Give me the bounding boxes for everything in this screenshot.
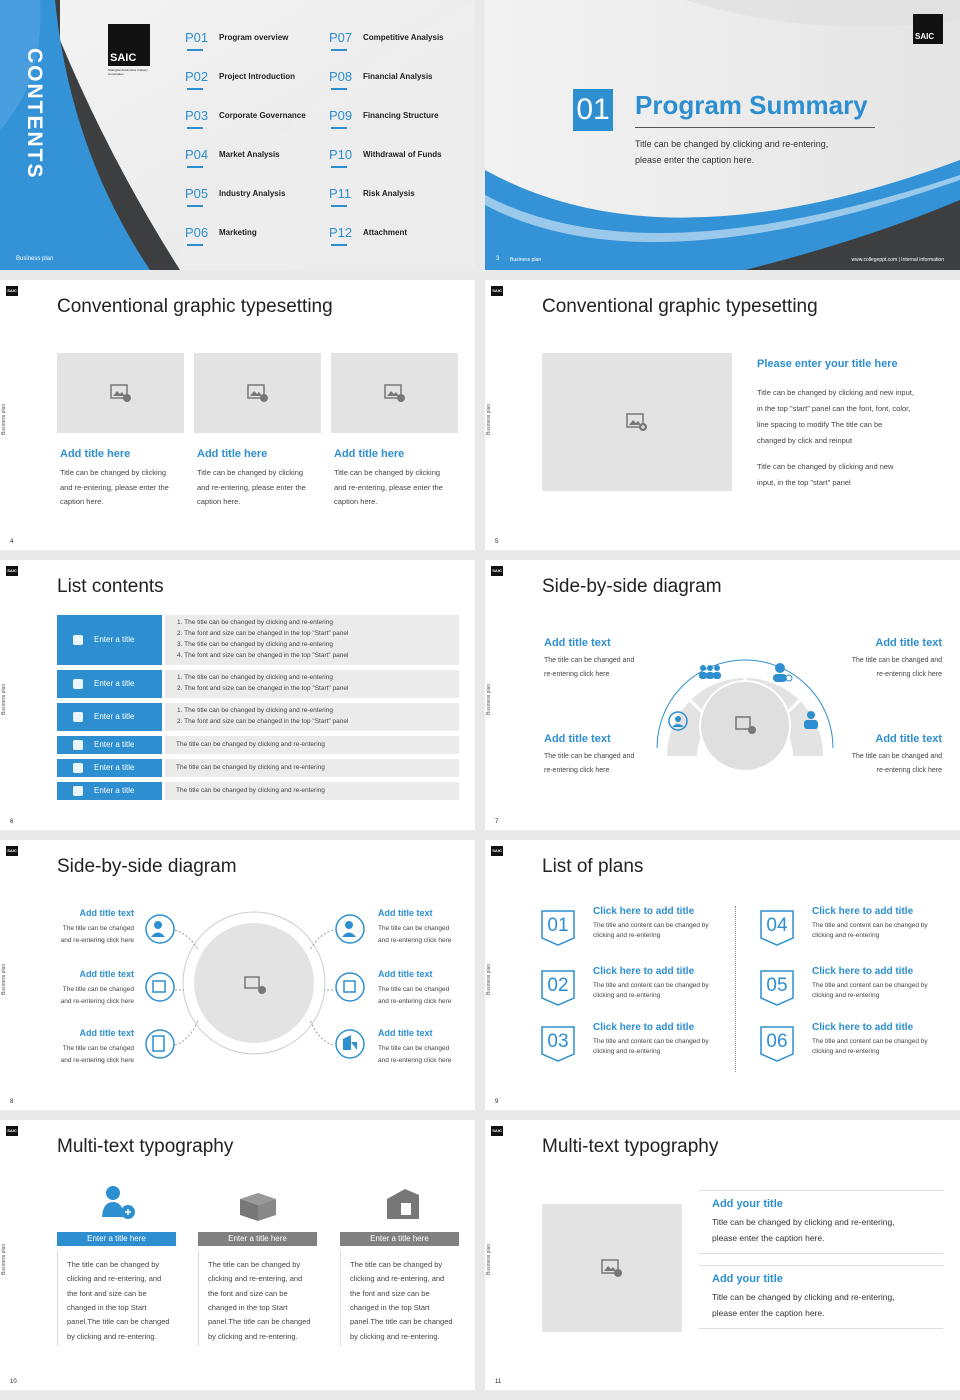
toc-item[interactable] [185,225,325,255]
card-text: Title can be changed by clicking [197,468,304,477]
list-content-box [165,703,459,731]
plan-text: The title and content can be changed by [812,922,928,929]
slide-side-by-side-arc[interactable] [485,560,960,830]
block-title: Add title text [875,637,942,649]
plan-text: clicking and re-entering [812,992,880,999]
box-icon [146,973,174,1001]
image-placeholder[interactable] [542,1204,682,1332]
saic-logo-tiny: SAIC [491,566,503,576]
block-text: re-entering click here [876,767,942,774]
image-placeholder-icon [247,384,269,402]
block-title: Add title text [875,733,942,745]
toc-item[interactable] [185,69,325,99]
card-title: Add title here [60,448,131,460]
list-title-label: Enter a title [94,712,135,721]
saic-logo-text: SAIC [110,52,137,64]
side-label: Business plan [486,1243,492,1275]
image-placeholder-icon [626,413,648,431]
block-text: The title can be changed [378,925,450,932]
list-content-box [165,782,459,800]
support-user-icon [336,915,364,943]
column-text: panel.The title can be changed [67,1317,170,1327]
block-text: and re-entering click here [378,998,452,1005]
card-text: Title can be changed by clicking [60,468,167,477]
coin-hand-icon [73,786,83,796]
plan-number-badge [760,910,794,944]
block-title: Add title text [544,637,611,649]
saic-logo-tiny: SAIC [491,846,503,856]
plan-number-badge [760,1026,794,1060]
plan-number-badge [541,1026,575,1060]
column-text: by clicking and re-entering. [208,1331,298,1341]
list-content-line: 1. The title can be changed by clicking and re-entering [177,619,333,626]
plan-text: The title and content can be changed by [812,982,928,989]
list-content-line: 2. The font and size can be changed in the top "Start" panel [177,630,349,637]
toc-number: P02 [185,69,209,84]
slide-title: List contents [57,576,164,597]
list-content-box [165,759,459,777]
toc-label: Financial Analysis [363,72,433,81]
block-text: The title can be changed [62,986,134,993]
toc-number-underline [331,166,347,168]
block-text: The title can be changed [378,1045,450,1052]
list-content-line: 3. The title can be changed by clicking and re-entering [177,641,333,648]
list-title-label: Enter a title [94,679,135,688]
column-title-bar[interactable]: Enter a title here [340,1232,459,1246]
block-text: re-entering click here [544,671,610,678]
feature-body [757,385,957,491]
entry-text: Title can be changed by clicking and re-entering, [712,1292,895,1302]
user-card-icon [73,679,83,689]
saic-logo-text: SAIC [915,32,935,41]
block-text: and re-entering click here [378,937,452,944]
plan-text: The title and content can be changed by [593,982,709,989]
saic-logo-tiny: SAIC [6,846,18,856]
list-content-line: 4. The font and size can be changed in the top "Start" panel [177,652,349,659]
page-number: 11 [495,1379,502,1385]
plan-number: 04 [766,915,788,936]
qr-code-icon [336,973,364,1001]
side-label: Business plan [1,1243,7,1275]
slide-program-summary[interactable] [485,0,960,270]
block-title: Add title text [79,1028,134,1038]
card-text: and re-entering, please enter the [334,482,443,492]
toc-label: Financing Structure [363,111,439,120]
toc-number: P03 [185,108,209,123]
slide-multi-text-columns[interactable] [0,1120,475,1390]
slide-title: Conventional graphic typesetting [542,296,818,317]
page-number: 9 [495,1099,499,1105]
image-placeholder[interactable] [57,353,184,433]
entry-text: please enter the caption here. [712,1308,825,1318]
slide-title: Multi-text typography [542,1136,719,1157]
toc-label: Project Introduction [219,72,295,81]
image-placeholder[interactable] [542,353,732,491]
footer-left: Business plan [510,257,542,263]
block-text: and re-entering click here [60,937,134,944]
building-icon [387,1189,419,1219]
plan-text: The title and content can be changed by [593,1038,709,1045]
page-number: 3 [496,256,500,262]
footer-right: www.collegeppt.com | Internal information [851,257,944,263]
section-subtitle-line2: please enter the caption here. [635,155,755,165]
card-text: Title can be changed by clicking [334,468,441,477]
toc-label: Competitive Analysis [363,33,444,42]
list-title-label: Enter a title [94,635,135,644]
toc-label: Marketing [219,228,257,237]
toc-label: Market Analysis [219,150,280,159]
saic-logo-small [913,14,943,44]
plan-text: The title and content can be changed by [812,1038,928,1045]
column-text: panel.The title can be changed [350,1317,453,1327]
toc-item[interactable] [329,108,469,138]
toc-number-underline [187,127,203,129]
toc-item[interactable] [185,147,325,177]
image-placeholder[interactable] [331,353,458,433]
arc-diagram [645,628,845,778]
column-title-bar[interactable]: Enter a title here [198,1232,317,1246]
plan-title: Click here to add title [812,1022,914,1033]
slide-list-contents[interactable] [0,560,475,830]
page-number: 6 [10,819,14,825]
list-content-line: 1. The title can be changed by clicking and re-entering [177,674,333,681]
block-text: and re-entering click here [378,1057,452,1064]
entry-text: Title can be changed by clicking and re-entering, [712,1217,895,1227]
saic-logo-tiny: SAIC [491,1126,503,1136]
toc-label: Risk Analysis [363,189,415,198]
slide-title: Side-by-side diagram [57,856,237,877]
page-number: 4 [10,539,14,545]
block-text: and re-entering click here [60,998,134,1005]
saic-logo-tiny: SAIC [6,566,18,576]
slide-title: List of plans [542,856,644,877]
toc-number-underline [187,88,203,90]
feature-paragraph-line: input, in the top "start" panel [757,478,851,487]
toc-number: P12 [329,225,353,240]
column-text: The title can be changed by [67,1260,160,1269]
contents-vertical-title: CONTENTS [23,48,46,180]
plan-title: Click here to add title [593,1022,695,1033]
block-text: The title can be changed [378,986,450,993]
plan-text: clicking and re-entering [593,932,661,939]
plan-title: Click here to add title [593,966,695,977]
toc-item[interactable] [329,69,469,99]
list-content-line: 2. The font and size can be changed in the top "Start" panel [177,718,349,725]
plan-text: clicking and re-entering [812,932,880,939]
paragraph-gap [757,449,957,459]
group-icon [73,763,83,773]
title-underline [635,127,875,128]
plan-text: clicking and re-entering [812,1048,880,1055]
side-label: Business plan [486,963,492,995]
card-text: and re-entering, please enter the [197,482,306,492]
column-text: changed in the top Start [350,1302,430,1312]
list-title-box[interactable] [57,703,162,731]
side-label: Business plan [486,683,492,715]
team-icon [699,665,721,679]
column-text: clicking and re-entering, and [67,1274,162,1284]
card-text: caption here. [334,497,378,506]
image-placeholder-icon [110,384,132,402]
logo-caption: Shanghai Automotive Industry Corporation [108,68,148,76]
user-add-icon [102,1186,135,1219]
footer-label: Business plan [16,256,54,262]
column-text: clicking and re-entering, and [350,1274,445,1284]
column-text: The title can be changed by [350,1260,443,1269]
plan-title: Click here to add title [812,906,914,917]
toc-number-underline [331,49,347,51]
slide-graphic-typesetting-feature[interactable] [485,280,960,550]
plan-title: Click here to add title [593,906,695,917]
column-text: by clicking and re-entering. [67,1331,157,1341]
list-title-box[interactable] [57,670,162,698]
toc-number: P04 [185,147,209,162]
side-label: Business plan [1,403,7,435]
column-divider [198,1250,199,1346]
entry-text: please enter the caption here. [712,1233,825,1243]
card-text: caption here. [197,497,241,506]
section-subtitle-line1: Title can be changed by clicking and re-entering, [635,139,829,149]
column-icons [0,1180,475,1240]
list-title-box[interactable] [57,615,162,665]
list-title-box[interactable] [57,759,162,777]
entry-title: Add your title [712,1273,783,1285]
page-number: 10 [10,1379,17,1385]
toc-number: P09 [329,108,353,123]
block-text: re-entering click here [876,671,942,678]
plan-text: clicking and re-entering [593,1048,661,1055]
block-text: re-entering click here [544,767,610,774]
image-placeholder-icon [601,1259,623,1277]
toc-number: P11 [329,186,352,201]
slide-side-by-side-circle[interactable] [0,840,475,1110]
toc-item[interactable] [329,30,469,60]
toc-number-underline [187,244,203,246]
block-text: The title can be changed and [544,657,635,664]
image-placeholder-icon [384,384,406,402]
toc-number-underline [331,244,347,246]
toc-number: P10 [329,147,353,162]
list-content-line: 1. The title can be changed by clicking and re-entering [177,707,333,714]
list-content-line: The title can be changed by clicking and re-entering [176,740,325,748]
side-label: Business plan [1,963,7,995]
toc-number-underline [331,88,347,90]
plan-number: 03 [547,1031,569,1052]
block-text: The title can be changed [62,925,134,932]
block-title: Add title text [79,969,134,979]
column-text: changed in the top Start [208,1302,288,1312]
list-content-line: 2. The font and size can be changed in the top "Start" panel [177,685,349,692]
card-title: Add title here [334,448,405,460]
plan-number: 02 [547,975,569,996]
section-title: Program Summary [635,90,868,120]
summary-background [485,0,960,270]
list-title-label: Enter a title [94,763,135,772]
side-label: Business plan [1,683,7,715]
block-title: Add title text [378,969,433,979]
toc-item[interactable] [329,186,469,216]
bar-chart-icon [73,740,83,750]
block-title: Add title text [544,733,611,745]
entry-title: Add your title [712,1198,783,1210]
saic-logo-tiny: SAIC [6,286,18,296]
box-icon [240,1193,276,1221]
toc-item[interactable] [185,30,325,60]
feature-paragraph-line: in the top "start" panel can the font, font, color, [757,404,911,413]
column-divider [340,1250,341,1346]
page-number: 8 [10,1099,14,1105]
page-number: 5 [495,539,499,545]
block-text: The title can be changed [62,1045,134,1052]
shield-icon [73,712,83,722]
feature-paragraph-line: line spacing to modify The title can be [757,420,883,429]
block-text: The title can be changed and [851,657,942,664]
image-placeholder[interactable] [194,353,321,433]
toc-label: Withdrawal of Funds [363,150,442,159]
toc-number: P01 [185,30,209,45]
column-divider [57,1250,58,1346]
plan-number-badge [541,970,575,1004]
column-text: panel.The title can be changed [208,1317,311,1327]
toc-number: P07 [329,30,353,45]
saic-logo-tiny: SAIC [6,1126,18,1136]
section-number-badge: 01 [573,89,613,131]
plan-title: Click here to add title [812,966,914,977]
list-content-line: The title can be changed by clicking and re-entering [176,786,325,794]
building-icon [336,1030,364,1058]
feature-paragraph-line: Title can be changed by clicking and new input, [757,388,914,397]
card-text: and re-entering, please enter the [60,482,169,492]
column-text: by clicking and re-entering. [350,1331,440,1341]
toc-number-underline [187,205,203,207]
toc-label: Attachment [363,228,408,237]
toc-label: Program overview [219,33,289,42]
toc-number-underline [187,166,203,168]
slide-graphic-typesetting-columns[interactable] [0,280,475,550]
feature-heading: Please enter your title here [757,358,898,370]
column-text: changed in the top Start [67,1302,147,1312]
list-content-box [165,736,459,754]
slide-contents[interactable] [0,0,475,270]
toc-number: P08 [329,69,353,84]
block-text: and re-entering click here [60,1057,134,1064]
page-number: 7 [495,819,499,825]
column-text: clicking and re-entering, and [208,1274,303,1284]
id-card-icon [146,1030,174,1058]
column-text: the font and size can be [67,1288,147,1298]
slide-title: Side-by-side diagram [542,576,722,597]
toc-item[interactable] [329,225,469,255]
toc-item[interactable] [185,108,325,138]
slide-title: Multi-text typography [57,1136,234,1157]
block-title: Add title text [378,908,433,918]
toc-number-underline [331,205,347,207]
column-title-bar[interactable]: Enter a title here [57,1232,176,1246]
saic-logo [108,24,150,66]
card-title: Add title here [197,448,268,460]
saic-logo-tiny: SAIC [491,286,503,296]
presentation-icon [73,635,83,645]
list-title-box[interactable] [57,782,162,800]
list-title-label: Enter a title [94,740,135,749]
block-title: Add title text [378,1028,433,1038]
toc-label: Corporate Governance [219,111,306,120]
user-add-icon [146,915,174,943]
toc-number: P05 [185,186,209,201]
list-content-box [165,615,459,665]
feature-paragraph-line: Title can be changed by clicking and new [757,462,894,471]
list-content-line: The title can be changed by clicking and re-entering [176,763,325,771]
toc-number-underline [331,127,347,129]
plan-number: 05 [766,975,788,996]
slide-title: Conventional graphic typesetting [57,296,333,317]
list-title-box[interactable] [57,736,162,754]
support-agent-icon [773,663,792,682]
list-title-label: Enter a title [94,786,135,795]
toc-number-underline [187,49,203,51]
side-label: Business plan [486,403,492,435]
block-text: The title can be changed and [851,753,942,760]
slide-multi-text-image[interactable] [485,1120,960,1390]
plan-text: The title and content can be changed by [593,922,709,929]
plan-text: clicking and re-entering [593,992,661,999]
card-text: caption here. [60,497,104,506]
column-text: The title can be changed by [208,1260,301,1269]
plans-divider [735,906,737,1072]
column-text: the font and size can be [350,1288,430,1298]
feature-paragraph-line: changed by click and reinput [757,436,853,445]
block-text: The title can be changed and [544,753,635,760]
column-text: the font and size can be [208,1288,288,1298]
plan-number: 06 [766,1031,788,1052]
slide-list-of-plans[interactable] [485,840,960,1110]
toc-item[interactable] [329,147,469,177]
plan-number-badge [541,910,575,944]
plan-number-badge [760,970,794,1004]
list-content-box [165,670,459,698]
toc-number: P06 [185,225,209,240]
plan-number: 01 [547,915,569,936]
block-title: Add title text [79,908,134,918]
toc-label: Industry Analysis [219,189,286,198]
toc-item[interactable] [185,186,325,216]
